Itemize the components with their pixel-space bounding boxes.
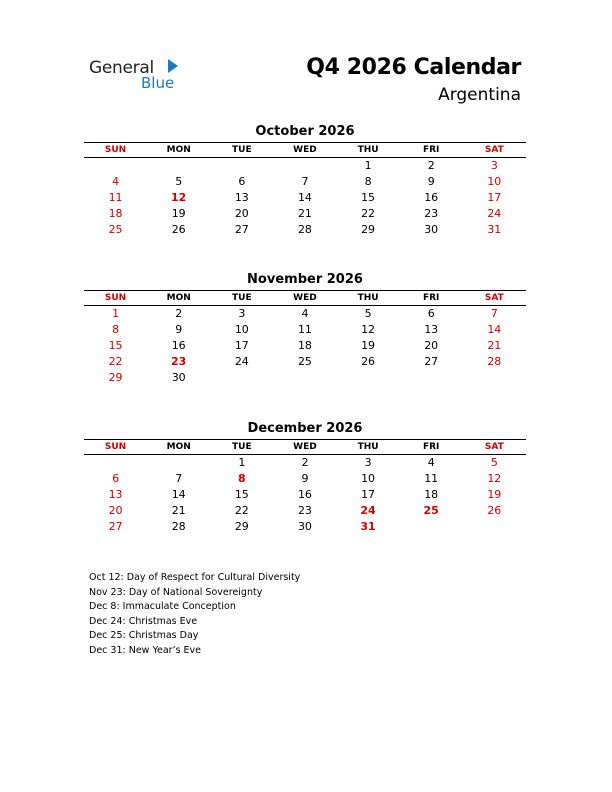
weekday-header: TUE [232, 293, 252, 303]
weekday-header-row [84, 440, 526, 455]
day-cell: 12 [487, 472, 502, 485]
day-cell: 18 [424, 488, 439, 501]
weekday-header: FRI [422, 145, 440, 155]
day-cell: 28 [171, 520, 186, 533]
empty-day-cell [273, 158, 336, 174]
empty-day-cell [400, 370, 463, 386]
day-cell: 15 [234, 488, 249, 501]
day-cell: 27 [108, 520, 123, 533]
day-cell: 21 [487, 339, 502, 352]
empty-day-cell [147, 455, 210, 471]
week-row [84, 338, 526, 354]
day-cell: 10 [361, 472, 376, 485]
day-cell: 27 [424, 355, 439, 368]
day-cell: 28 [297, 223, 312, 236]
weekday-header: SAT [484, 293, 504, 303]
weekday-header: SAT [484, 442, 504, 452]
day-cell: 4 [112, 175, 120, 188]
day-cell: 28 [487, 355, 502, 368]
week-row [84, 503, 526, 519]
day-cell: 12 [171, 191, 187, 204]
day-cell: 20 [424, 339, 439, 352]
weekday-header: TUE [232, 442, 252, 452]
holiday-item: Dec 31: New Year’s Eve [89, 644, 202, 656]
day-cell: 2 [301, 456, 309, 469]
day-cell: 17 [361, 488, 376, 501]
generalblue-logo [89, 57, 199, 93]
day-cell: 8 [237, 472, 246, 485]
day-cell: 9 [175, 323, 183, 336]
day-cell: 6 [112, 472, 120, 485]
page-title: Q4 2026 Calendar [306, 55, 521, 80]
week-row [84, 487, 526, 503]
weekday-header-row [84, 291, 526, 306]
day-cell: 10 [487, 175, 502, 188]
day-cell: 16 [171, 339, 186, 352]
day-cell: 2 [175, 307, 183, 320]
empty-day-cell [337, 370, 400, 386]
month-december [84, 421, 526, 535]
day-cell: 26 [487, 504, 502, 517]
empty-day-cell [210, 158, 273, 174]
day-cell: 29 [108, 371, 123, 384]
week-row [84, 455, 526, 471]
day-cell: 29 [234, 520, 249, 533]
weekday-header: MON [166, 145, 191, 155]
day-cell: 6 [238, 175, 246, 188]
weekday-header: SUN [104, 442, 127, 452]
day-cell: 19 [361, 339, 376, 352]
weekday-header: MON [166, 293, 191, 303]
holiday-item: Dec 8: Immaculate Conception [89, 601, 236, 612]
day-cell: 16 [424, 191, 439, 204]
day-cell: 3 [364, 456, 372, 469]
day-cell: 10 [234, 323, 249, 336]
empty-day-cell [210, 370, 273, 386]
weekday-header: THU [357, 293, 379, 303]
weekday-header: SAT [484, 145, 504, 155]
day-cell: 3 [238, 307, 246, 320]
day-cell: 21 [171, 504, 186, 517]
holiday-item: Dec 25: Christmas Day [89, 630, 199, 641]
day-cell: 31 [360, 520, 376, 533]
day-cell: 23 [424, 207, 439, 220]
day-cell: 2 [427, 159, 435, 172]
day-cell: 4 [301, 307, 309, 320]
day-cell: 1 [112, 307, 120, 320]
holiday-list [89, 571, 300, 658]
day-cell: 19 [487, 488, 502, 501]
day-cell: 11 [424, 472, 439, 485]
day-cell: 9 [427, 175, 435, 188]
day-cell: 11 [297, 323, 312, 336]
weekday-header: WED [293, 145, 317, 155]
day-cell: 31 [487, 223, 502, 236]
day-cell: 24 [360, 504, 376, 517]
holiday-item: Nov 23: Day of National Sovereignty [89, 586, 263, 598]
week-row [84, 222, 526, 238]
week-row [84, 519, 526, 535]
day-cell: 23 [297, 504, 312, 517]
day-cell: 30 [424, 223, 439, 236]
week-row [84, 322, 526, 338]
week-row [84, 158, 526, 174]
day-cell: 26 [171, 223, 186, 236]
day-cell: 18 [108, 207, 123, 220]
holiday-item: Dec 24: Christmas Eve [89, 615, 198, 627]
day-cell: 4 [427, 456, 435, 469]
holiday-item: Oct 12: Day of Respect for Cultural Diversity [89, 572, 301, 583]
week-row [84, 206, 526, 222]
weekday-header: WED [293, 442, 317, 452]
day-cell: 22 [234, 504, 249, 517]
weekday-header: WED [293, 293, 317, 303]
day-cell: 15 [361, 191, 376, 204]
day-cell: 25 [108, 223, 123, 236]
day-cell: 8 [112, 323, 120, 336]
day-cell: 17 [234, 339, 249, 352]
day-cell: 30 [297, 520, 312, 533]
day-cell: 16 [297, 488, 312, 501]
day-cell: 13 [234, 191, 249, 204]
day-cell: 20 [108, 504, 123, 517]
logo-word-blue: Blue [141, 74, 175, 92]
day-cell: 25 [297, 355, 312, 368]
weekday-header: THU [357, 442, 379, 452]
day-cell: 18 [297, 339, 312, 352]
empty-day-cell [463, 370, 526, 386]
weekday-header: THU [357, 145, 379, 155]
weekday-header: SUN [104, 293, 127, 303]
day-cell: 23 [171, 355, 187, 368]
day-cell: 14 [171, 488, 186, 501]
weekday-header: FRI [422, 442, 440, 452]
day-cell: 17 [487, 191, 502, 204]
day-cell: 22 [361, 207, 376, 220]
day-cell: 7 [490, 307, 498, 320]
day-cell: 3 [490, 159, 498, 172]
day-cell: 5 [490, 456, 498, 469]
month-title: October 2026 [255, 124, 355, 139]
day-cell: 13 [424, 323, 439, 336]
day-cell: 14 [297, 191, 312, 204]
day-cell: 13 [108, 488, 123, 501]
day-cell: 22 [108, 355, 123, 368]
day-cell: 7 [175, 472, 183, 485]
empty-day-cell [463, 519, 526, 535]
week-row [84, 174, 526, 190]
month-title: December 2026 [247, 421, 363, 436]
month-october [84, 124, 526, 238]
day-cell: 27 [234, 223, 249, 236]
empty-day-cell [273, 370, 336, 386]
day-cell: 5 [364, 307, 372, 320]
day-cell: 9 [301, 472, 309, 485]
day-cell: 1 [364, 159, 372, 172]
week-row [84, 471, 526, 487]
day-cell: 29 [361, 223, 376, 236]
weekday-header: SUN [104, 145, 127, 155]
logo-word-general: General [89, 58, 154, 78]
empty-day-cell [84, 455, 147, 471]
month-title: November 2026 [247, 272, 363, 287]
day-cell: 8 [364, 175, 372, 188]
day-cell: 14 [487, 323, 502, 336]
empty-day-cell [147, 158, 210, 174]
weekday-header: FRI [422, 293, 440, 303]
weekday-header-row [84, 143, 526, 158]
empty-day-cell [400, 519, 463, 535]
day-cell: 11 [108, 191, 123, 204]
day-cell: 26 [361, 355, 376, 368]
day-cell: 12 [361, 323, 376, 336]
day-cell: 24 [487, 207, 502, 220]
day-cell: 21 [297, 207, 312, 220]
day-cell: 15 [108, 339, 123, 352]
day-cell: 30 [171, 371, 186, 384]
day-cell: 24 [234, 355, 249, 368]
weekday-header: TUE [232, 145, 252, 155]
country-name: Argentina [438, 85, 521, 105]
week-row [84, 190, 526, 206]
month-november [84, 272, 526, 386]
day-cell: 1 [238, 456, 246, 469]
day-cell: 7 [301, 175, 309, 188]
day-cell: 20 [234, 207, 249, 220]
day-cell: 6 [427, 307, 435, 320]
day-cell: 5 [175, 175, 183, 188]
day-cell: 25 [423, 504, 439, 517]
week-row [84, 354, 526, 370]
day-cell: 19 [171, 207, 186, 220]
weekday-header: MON [166, 442, 191, 452]
week-row [84, 306, 526, 322]
empty-day-cell [84, 158, 147, 174]
week-row [84, 370, 526, 386]
logo-flag-icon [168, 59, 178, 73]
